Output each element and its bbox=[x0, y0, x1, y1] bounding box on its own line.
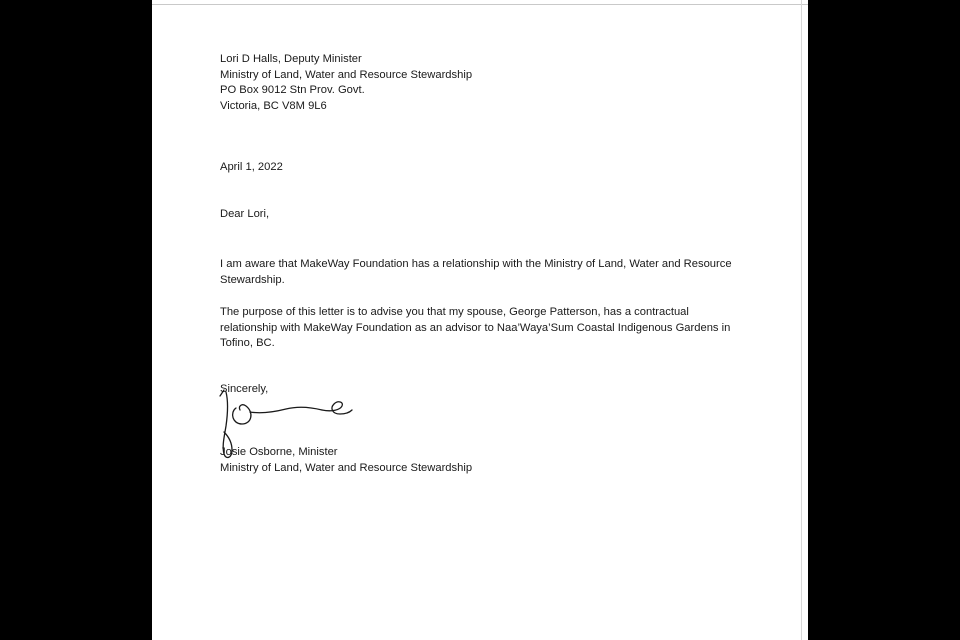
letter-page bbox=[152, 0, 808, 640]
letter-date: April 1, 2022 bbox=[220, 161, 283, 173]
paragraph-2-line-3: Tofino, BC. bbox=[220, 337, 275, 350]
closing: Sincerely, bbox=[220, 383, 269, 395]
signatory-name: Josie Osborne, Minister bbox=[220, 446, 338, 458]
salutation: Dear Lori, bbox=[220, 208, 270, 220]
signature-block bbox=[220, 445, 472, 476]
recipient-address bbox=[220, 52, 472, 114]
recipient-city: Victoria, BC V8M 9L6 bbox=[220, 99, 327, 112]
scan-edge-top bbox=[152, 4, 808, 5]
signatory-organization: Ministry of Land, Water and Resource Stewardship bbox=[220, 461, 473, 474]
paragraph-1-line-1: I am aware that MakeWay Foundation has a relationship with the Ministry of Land, Water and Resource bbox=[220, 258, 732, 270]
recipient-po-box: PO Box 9012 Stn Prov. Govt. bbox=[220, 84, 365, 97]
paragraph-1-line-2: Stewardship. bbox=[220, 273, 285, 286]
paragraph-2-line-2: relationship with MakeWay Foundation as an advisor to Naa’Waya’Sum Coastal Indigenous Gardens in bbox=[220, 321, 731, 334]
scan-edge-right bbox=[801, 0, 802, 640]
paragraph-2 bbox=[220, 305, 730, 352]
paragraph-2-line-1: The purpose of this letter is to advise you that my spouse, George Patterson, has a contractual bbox=[220, 306, 689, 318]
recipient-name: Lori D Halls, Deputy Minister bbox=[220, 53, 362, 65]
recipient-organization: Ministry of Land, Water and Resource Stewardship bbox=[220, 68, 473, 81]
paragraph-1 bbox=[220, 257, 732, 288]
